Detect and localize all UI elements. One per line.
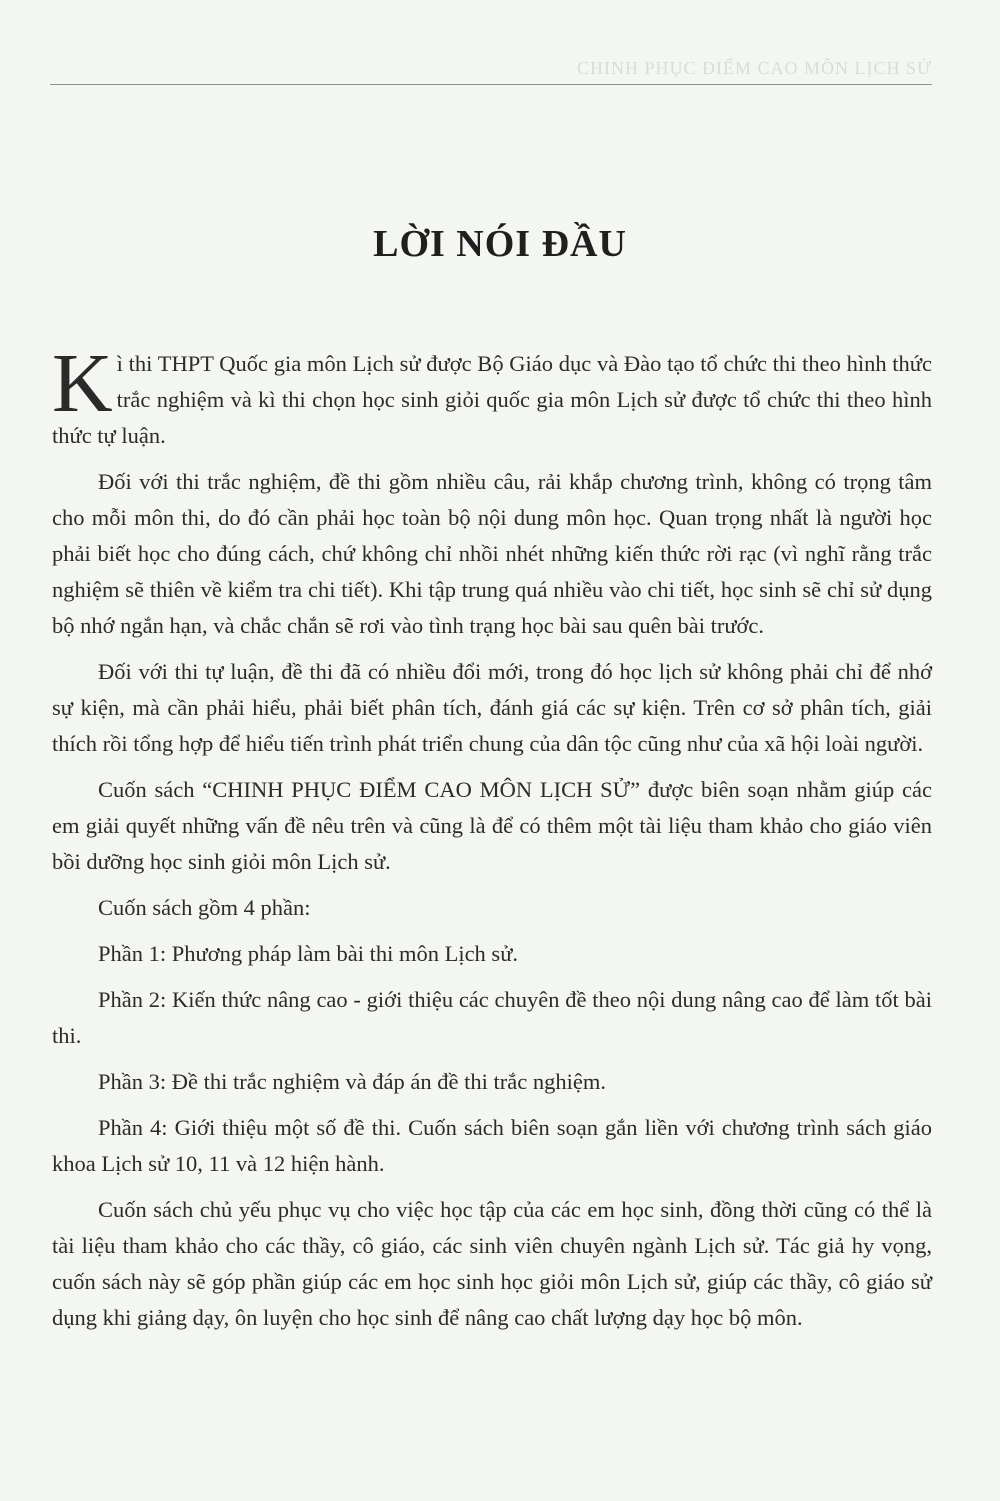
paragraph-1: Đối với thi trắc nghiệm, đề thi gồm nhiều câu, rải khắp chương trình, không có trọng tâm cho mỗi môn thi, do đó cần phải học toàn bộ nội dung môn học. Quan trọng nhất là người học phải biết học cho đúng cách, chứ không chỉ nhồi nhét những kiến thức rời rạc (vì nghĩ rằng trắc nghiệm sẽ thiên về kiểm tra chi tiết). Khi tập trung quá nhiều vào chi tiết, học sinh sẽ chỉ sử dụng bộ nhớ ngắn hạn, và chắc chắn sẽ rơi vào tình trạng học bài sau quên bài trước. xyxy=(52,469,932,638)
paragraph-final: Cuốn sách chủ yếu phục vụ cho việc học tập của các em học sinh, đồng thời cũng có thể là tài liệu tham khảo cho các thầy, cô giáo, các sinh viên chuyên ngành Lịch sử. Tác giả hy vọng, cuốn sách này sẽ góp phần giúp các em học sinh học giỏi môn Lịch sử, giúp các thầy, cô giáo sử dụng khi giảng dạy, ôn luyện cho học sinh để nâng cao chất lượng dạy học bộ môn. xyxy=(52,1197,932,1330)
part-2: Phần 2: Kiến thức nâng cao - giới thiệu các chuyên đề theo nội dung nâng cao để làm tốt bài thi. xyxy=(52,987,932,1048)
header-divider xyxy=(50,84,932,85)
page-title: LỜI NÓI ĐẦU xyxy=(373,223,627,265)
intro-text: ì thi THPT Quốc gia môn Lịch sử được Bộ Giáo dục và Đào tạo tổ chức thi theo hình thức trắc nghiệm và kì thi chọn học sinh giỏi quốc gia môn Lịch sử được tổ chức thi theo hình thức tự luận. xyxy=(52,351,932,448)
part-3: Phần 3: Đề thi trắc nghiệm và đáp án đề thi trắc nghiệm. xyxy=(98,1069,606,1094)
running-header: CHINH PHỤC ĐIỂM CAO MÔN LỊCH SỬ xyxy=(577,58,932,78)
drop-cap: K xyxy=(52,337,113,430)
paragraph-3: Cuốn sách “CHINH PHỤC ĐIỂM CAO MÔN LỊCH SỬ” được biên soạn nhằm giúp các em giải quyết những vấn đề nêu trên và cũng là để có thêm một tài liệu tham khảo cho giáo viên bồi dưỡng học sinh giỏi môn Lịch sử. xyxy=(52,777,932,874)
part-4: Phần 4: Giới thiệu một số đề thi. Cuốn sách biên soạn gắn liền với chương trình sách giáo khoa Lịch sử 10, 11 và 12 hiện hành. xyxy=(52,1115,932,1176)
part-1: Phần 1: Phương pháp làm bài thi môn Lịch sử. xyxy=(98,941,519,966)
paragraph-4: Cuốn sách gồm 4 phần: xyxy=(98,895,311,920)
paragraph-2: Đối với thi tự luận, đề thi đã có nhiều đổi mới, trong đó học lịch sử không phải chỉ để nhớ sự kiện, mà cần phải hiểu, phải biết phân tích, đánh giá các sự kiện. Trên cơ sở phân tích, giải thích rồi tổng hợp để hiểu tiến trình phát triển chung của dân tộc cũng như của xã hội loài người. xyxy=(52,659,932,756)
body-text xyxy=(52,337,932,1346)
intro-paragraph xyxy=(52,337,932,454)
